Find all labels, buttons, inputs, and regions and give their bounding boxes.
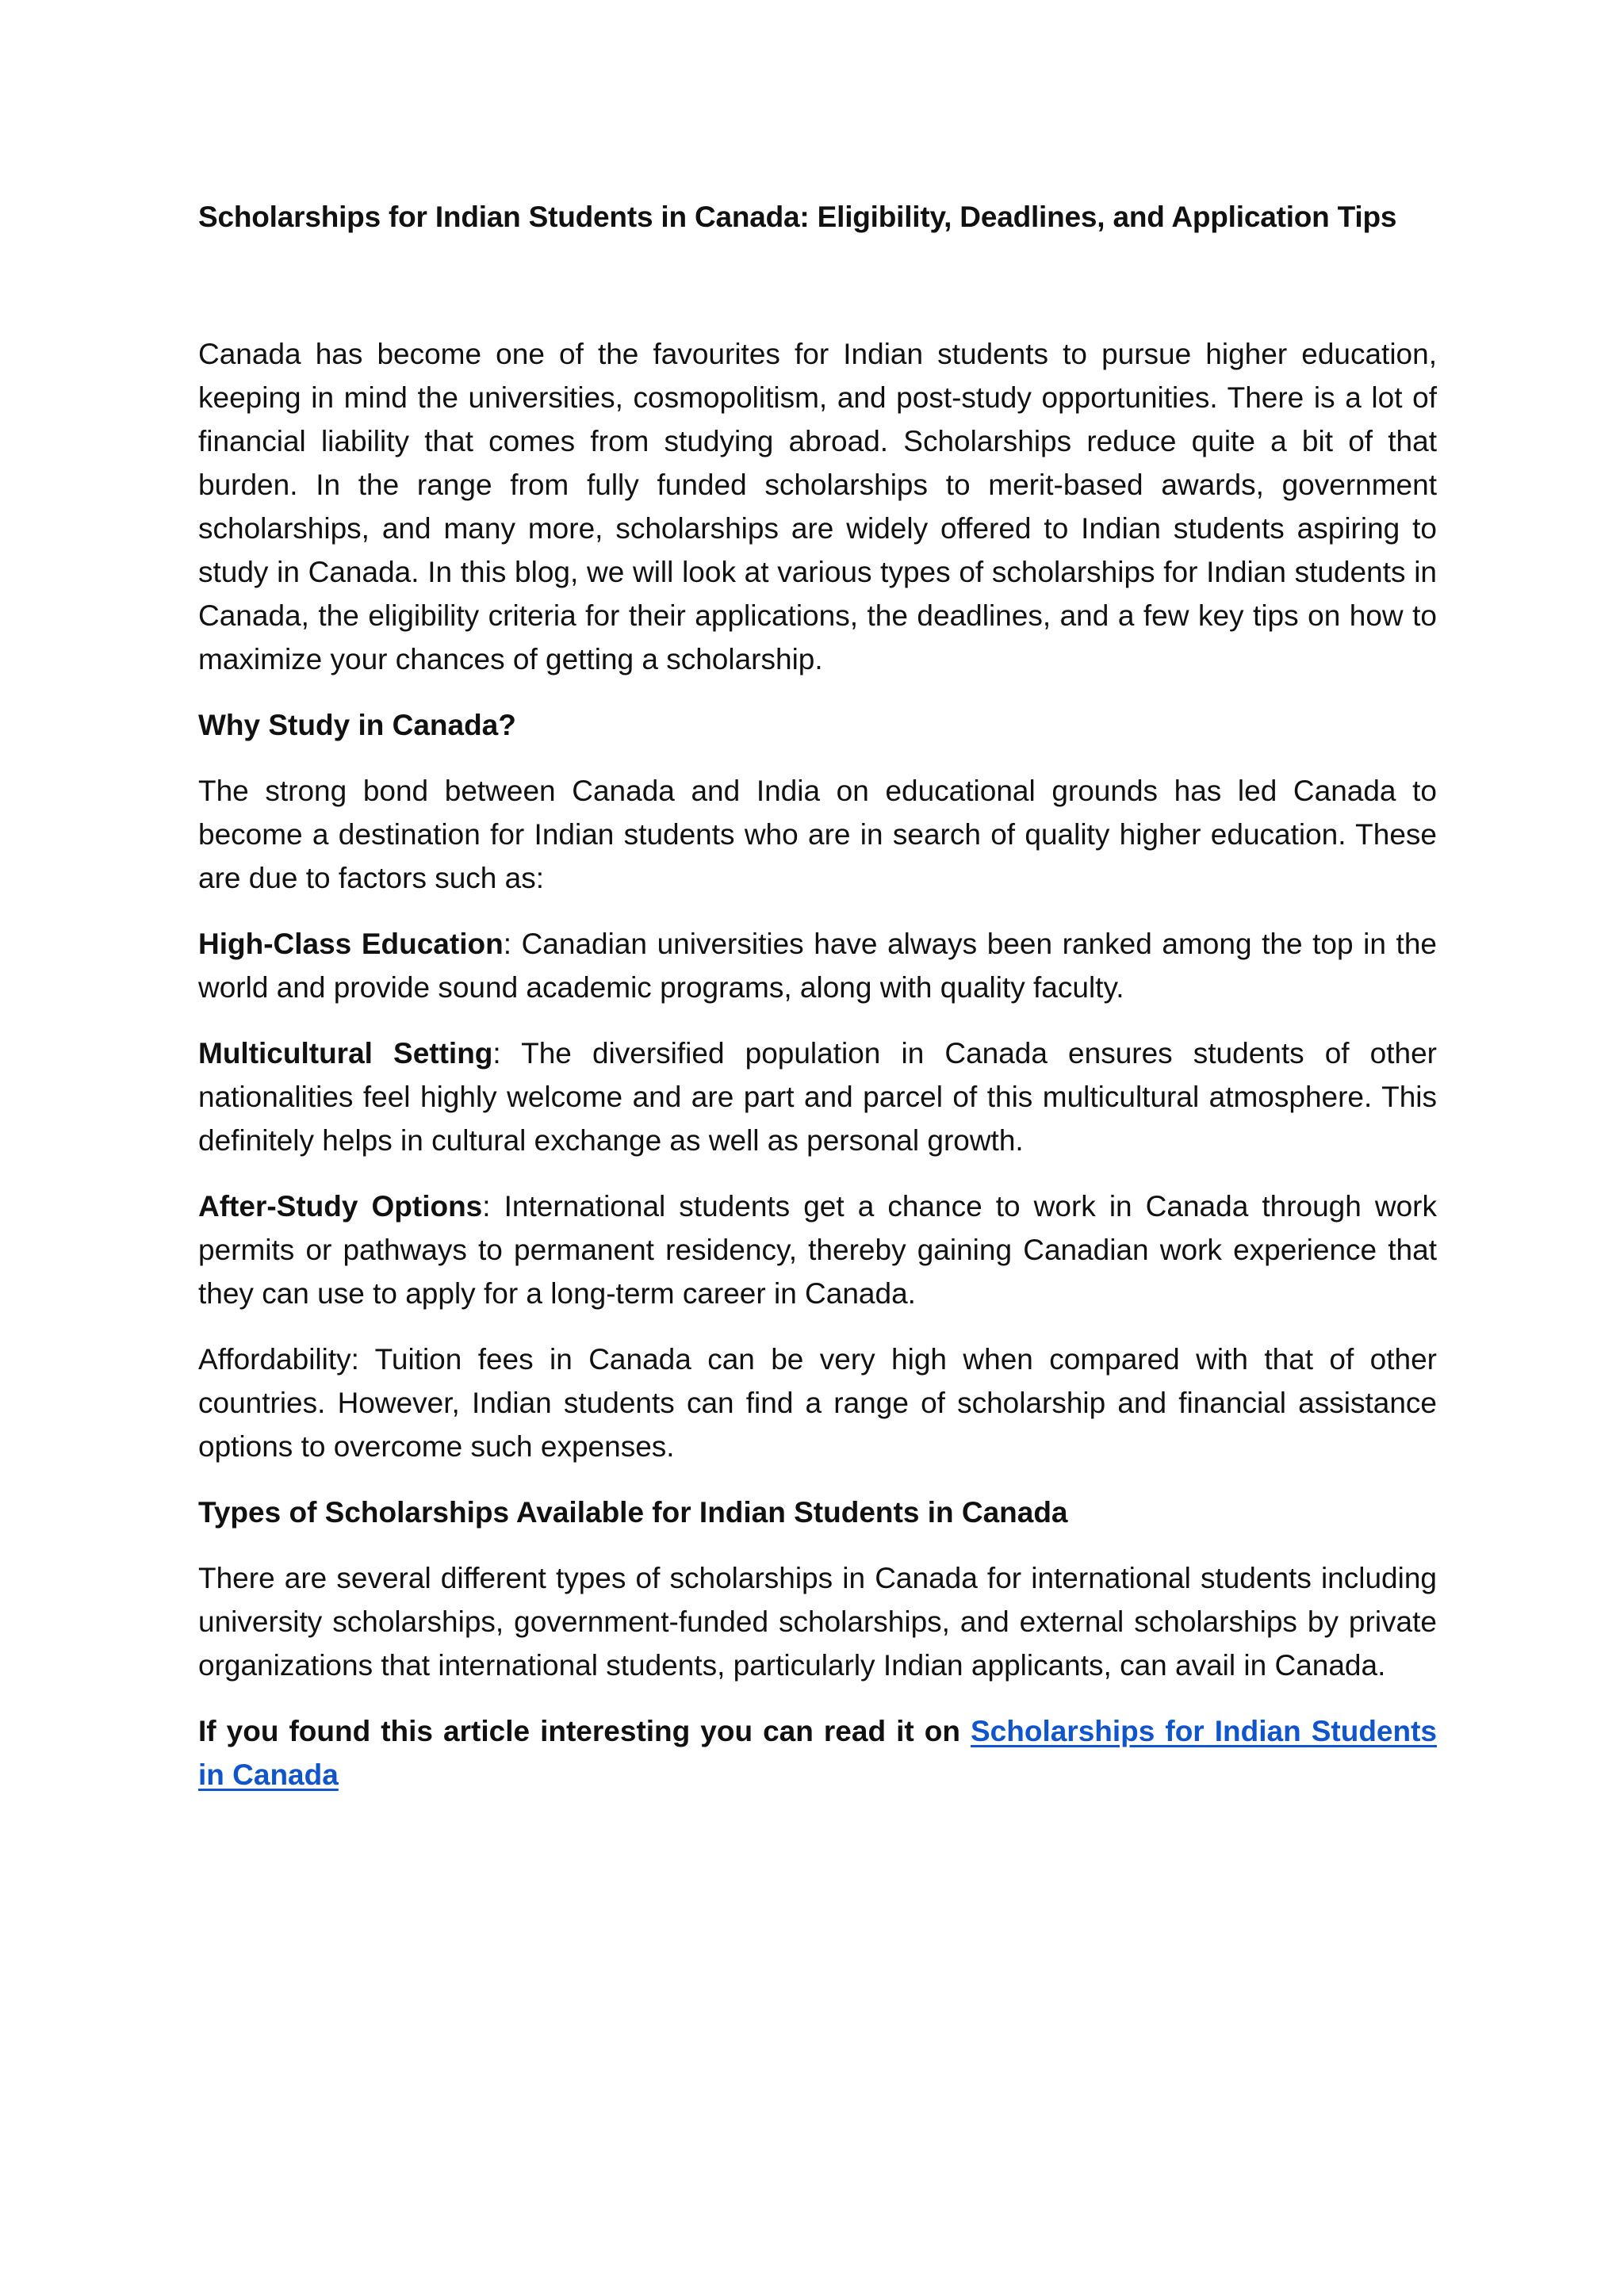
factor-after-study-options (198, 1184, 1437, 1315)
factor-text: : International students get a chance to work in Canada through work permits or pathways to permanent residency, thereby gaining Canadian work experience that they can use to apply for a long-term career in Canada. (198, 1190, 1438, 1310)
factor-label: Multicultural Setting (198, 1037, 493, 1070)
affordability-paragraph: Affordability: Tuition fees in Canada can be very high when compared with that of other countries. However, Indian students can find a range of scholarship and financial assistance options to overcome such expenses. (198, 1343, 1437, 1463)
factor-label: High-Class Education (198, 928, 504, 960)
why-study-heading: Why Study in Canada? (198, 709, 516, 741)
document-title: Scholarships for Indian Students in Canada: Eligibility, Deadlines, and Application Tips (198, 201, 1397, 233)
factor-multicultural-setting (198, 1031, 1437, 1162)
document-body (198, 195, 1437, 1819)
types-paragraph: There are several different types of scholarships in Canada for international students including university scholarships, government-funded scholarships, and external scholarships by private organizations that international students, particularly Indian applicants, can avail in Canada. (198, 1562, 1437, 1682)
why-study-intro: The strong bond between Canada and India on educational grounds has led Canada to become a destination for Indian students who are in search of quality higher education. These are due to factors such as: (198, 775, 1437, 894)
read-more-text: If you found this article interesting you can read it on (198, 1715, 971, 1747)
factor-label: After-Study Options (198, 1190, 483, 1223)
factor-text: : The diversified population in Canada ensures students of other nationalities feel highly welcome and are part and parcel of this multicultural atmosphere. This definitely helps in cultural exchange as well as personal growth. (198, 1037, 1437, 1157)
intro-paragraph: Canada has become one of the favourites for Indian students to pursue higher education, keeping in mind the universities, cosmopolitism, and post-study opportunities. There is a lot of financial liability that comes from studying abroad. Scholarships reduce quite a bit of that burden. In the range from fully funded scholarships to merit-based awards, government scholarships, and many more, scholarships are widely offered to Indian students aspiring to study in Canada. In this blog, we will look at various types of scholarships for Indian students in Canada, the eligibility criteria for their applications, the deadlines, and a few key tips on how to maximize your chances of getting a scholarship. (198, 338, 1437, 675)
types-heading: Types of Scholarships Available for Indian Students in Canada (198, 1496, 1068, 1529)
read-more-paragraph (198, 1709, 1437, 1797)
factor-text: : Canadian universities have always been ranked among the top in the world and provide sound academic programs, along with quality faculty. (198, 928, 1437, 1004)
article-link[interactable]: Scholarships for Indian Students in Canada (198, 1715, 1438, 1791)
factor-high-class-education (198, 922, 1437, 1009)
